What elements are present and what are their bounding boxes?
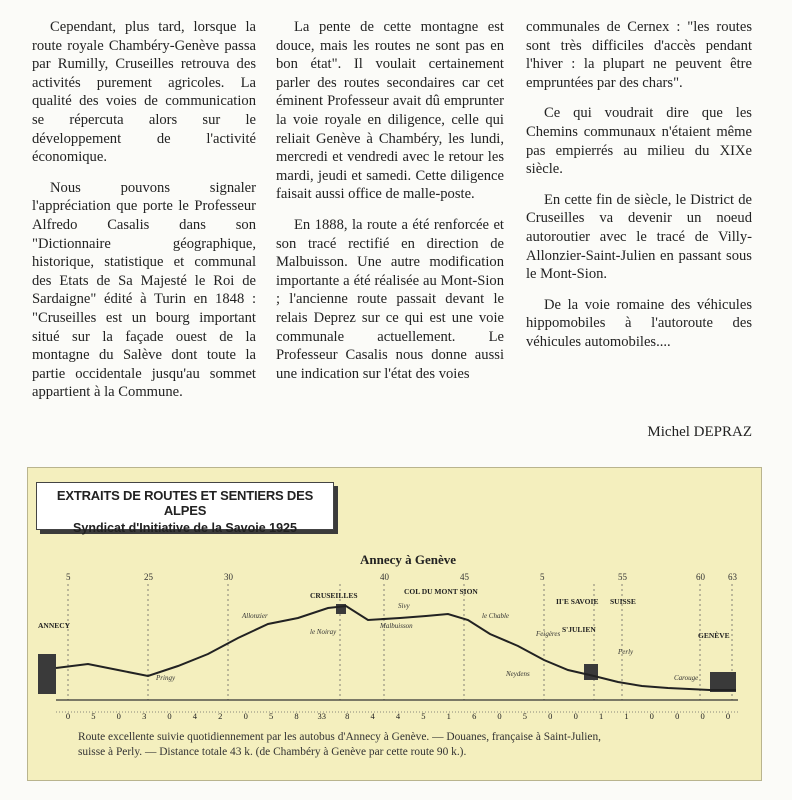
km-label: 60 (696, 572, 705, 582)
figure-banner (36, 482, 334, 535)
paragraph: En 1888, la route a été renforcée et son tracé rectifié en direction de Malbuisson. Une autre modification importante a été réalisée au Mont-Sion ; l'ancienne route passait devant le relais Deprez sur ce qui est une voie communale actuellement. Le Professeur Casalis nous donne aussi une indication sur l'état des voies (276, 216, 504, 382)
km-label: 25 (144, 572, 153, 582)
scale-number: 1 (598, 711, 604, 721)
paragraph: Cependant, plus tard, lorsque la route royale Chambéry-Genève passa par Rumilly, Cruseilles retrouva des activités purement agricoles. La qualité des voies de communication se répercuta alors sur le développement de l'activité économique. (32, 19, 256, 166)
place-perly: Perly (618, 648, 634, 656)
scale-number: 0 (243, 711, 248, 721)
km-label: 5 (540, 572, 545, 582)
km-label: 5 (66, 572, 71, 582)
scale-number: 8 (345, 711, 350, 721)
km-label: 40 (380, 572, 389, 582)
banner-title: EXTRAITS DE ROUTES ET SENTIERS DES ALPES (56, 488, 314, 518)
scale-number: 0 (497, 711, 502, 721)
scale-number: 4 (395, 711, 401, 721)
paragraph: La pente de cette montagne est douce, mais les routes ne sont pas en bon état". Il voulait certainement parler des routes secondaires car cet éminent Professeur avait dû emprunter la voie royale en diligence, celle qui reliait Genève à Chambéry, les lundi, mercredi et vendredi avec le retour les mardi, jeudi et samedi. Cette diligence faisait aussi office de malle-poste. (276, 19, 504, 203)
scale-number: 5 (522, 711, 528, 721)
scale-number: 5 (268, 711, 274, 721)
route-profile-figure (27, 467, 762, 781)
place-carouge: Carouge (674, 674, 699, 682)
place-suisse: SUISSE (610, 597, 636, 606)
place-allonzier: Allonzier (242, 612, 268, 620)
banner-subtitle: Syndicat d'Initiative de la Savoie 1925 (73, 521, 297, 535)
scale-number: 5 (421, 711, 426, 721)
place-savoie: II'E SAVOIE (556, 597, 599, 606)
scale-number: 5 (91, 711, 96, 721)
scale-number: 2 (218, 711, 223, 721)
km-label: 63 (728, 572, 737, 582)
article-column-1 (32, 18, 256, 414)
bottom-scale (66, 711, 730, 721)
scale-number: 0 (548, 711, 553, 721)
place-st-julien: S'JULIEN (562, 625, 596, 634)
scale-number: 6 (472, 711, 477, 721)
paragraph: En cette fin de siècle, le District de Cruseilles va devenir un noeud autoroutier avec le tracé de Villy-Allonzier-Saint-Julien en passant sous le Mont-Sion. (526, 191, 752, 283)
scale-number: 0 (116, 711, 121, 721)
scale-number: 4 (192, 711, 198, 721)
place-le-chable: le Chable (482, 612, 510, 620)
scale-number: 33 (317, 711, 327, 721)
km-label: 45 (460, 572, 469, 582)
scale-number: 0 (649, 711, 654, 721)
place-le-noiray: le Noiray (310, 628, 337, 636)
km-label: 55 (618, 572, 627, 582)
paragraph: De la voie romaine des véhicules hippomobiles à l'autoroute des véhicules automobiles.... (526, 296, 752, 350)
caption-line-1: Route excellente suivie quotidiennement par les autobus d'Annecy à Genève. — Douanes, française à Saint-Julien, (78, 731, 602, 743)
place-geneve: GENÈVE (698, 631, 730, 640)
scale-number: 0 (675, 711, 680, 721)
profile-title: Annecy à Genève (359, 552, 457, 567)
place-cruseilles: CRUSEILLES (310, 591, 358, 600)
scale-number: 0 (167, 711, 172, 721)
place-feigeres: Feigères (536, 630, 561, 638)
paragraph: communales de Cernex : "les routes sont très difficiles d'accès pendant l'hiver : la plupart ne peuvent être empruntées par des chars". (526, 19, 752, 91)
place-annecy: ANNECY (38, 621, 71, 630)
place-sivy: Sivy (398, 602, 410, 610)
place-malbuisson: Malbuisson (380, 622, 413, 630)
scale-number: 1 (446, 711, 451, 721)
scale-number: 0 (700, 711, 705, 721)
article-column-3 (526, 18, 752, 364)
scale-number: 8 (294, 711, 299, 721)
place-pringy: Pringy (156, 674, 176, 682)
place-neydens: Neydens (506, 670, 530, 678)
place-col-mont-sion: COL DU MONT SION (404, 587, 478, 596)
scale-number: 4 (370, 711, 375, 721)
figure-caption (78, 730, 728, 760)
article-column-2 (276, 18, 504, 395)
km-label: 30 (224, 572, 233, 582)
scale-number: 0 (573, 711, 578, 721)
scale-number: 1 (624, 711, 629, 721)
scale-number: 3 (142, 711, 147, 721)
scale-number: 0 (65, 711, 71, 721)
caption-line-2: suisse à Perly. — Distance totale 43 k. (de Chambéry à Genève par cette route 90 k.). (78, 746, 467, 758)
paragraph: Nous pouvons signaler l'appréciation que porte le Professeur Alfredo Casalis dans son "Dictionnaire géographique, historique, statistique et communal des Etats de Sa Majesté le Roi de Sardaigne" édité à Turin en 1848 : "Cruseilles est un bourg important situé sur la façade ouest de la montagne du Salève dont toute la partie occidentale jusqu'au sommet appartient à la Commune. (32, 179, 256, 401)
paragraph: Ce qui voudrait dire que les Chemins communaux n'étaient même pas empierrés au milieu du XIXe siècle. (526, 105, 752, 178)
top-km-labels (66, 572, 738, 582)
scale-number: 0 (725, 711, 731, 721)
author-signature: Michel DEPRAZ (647, 424, 752, 440)
